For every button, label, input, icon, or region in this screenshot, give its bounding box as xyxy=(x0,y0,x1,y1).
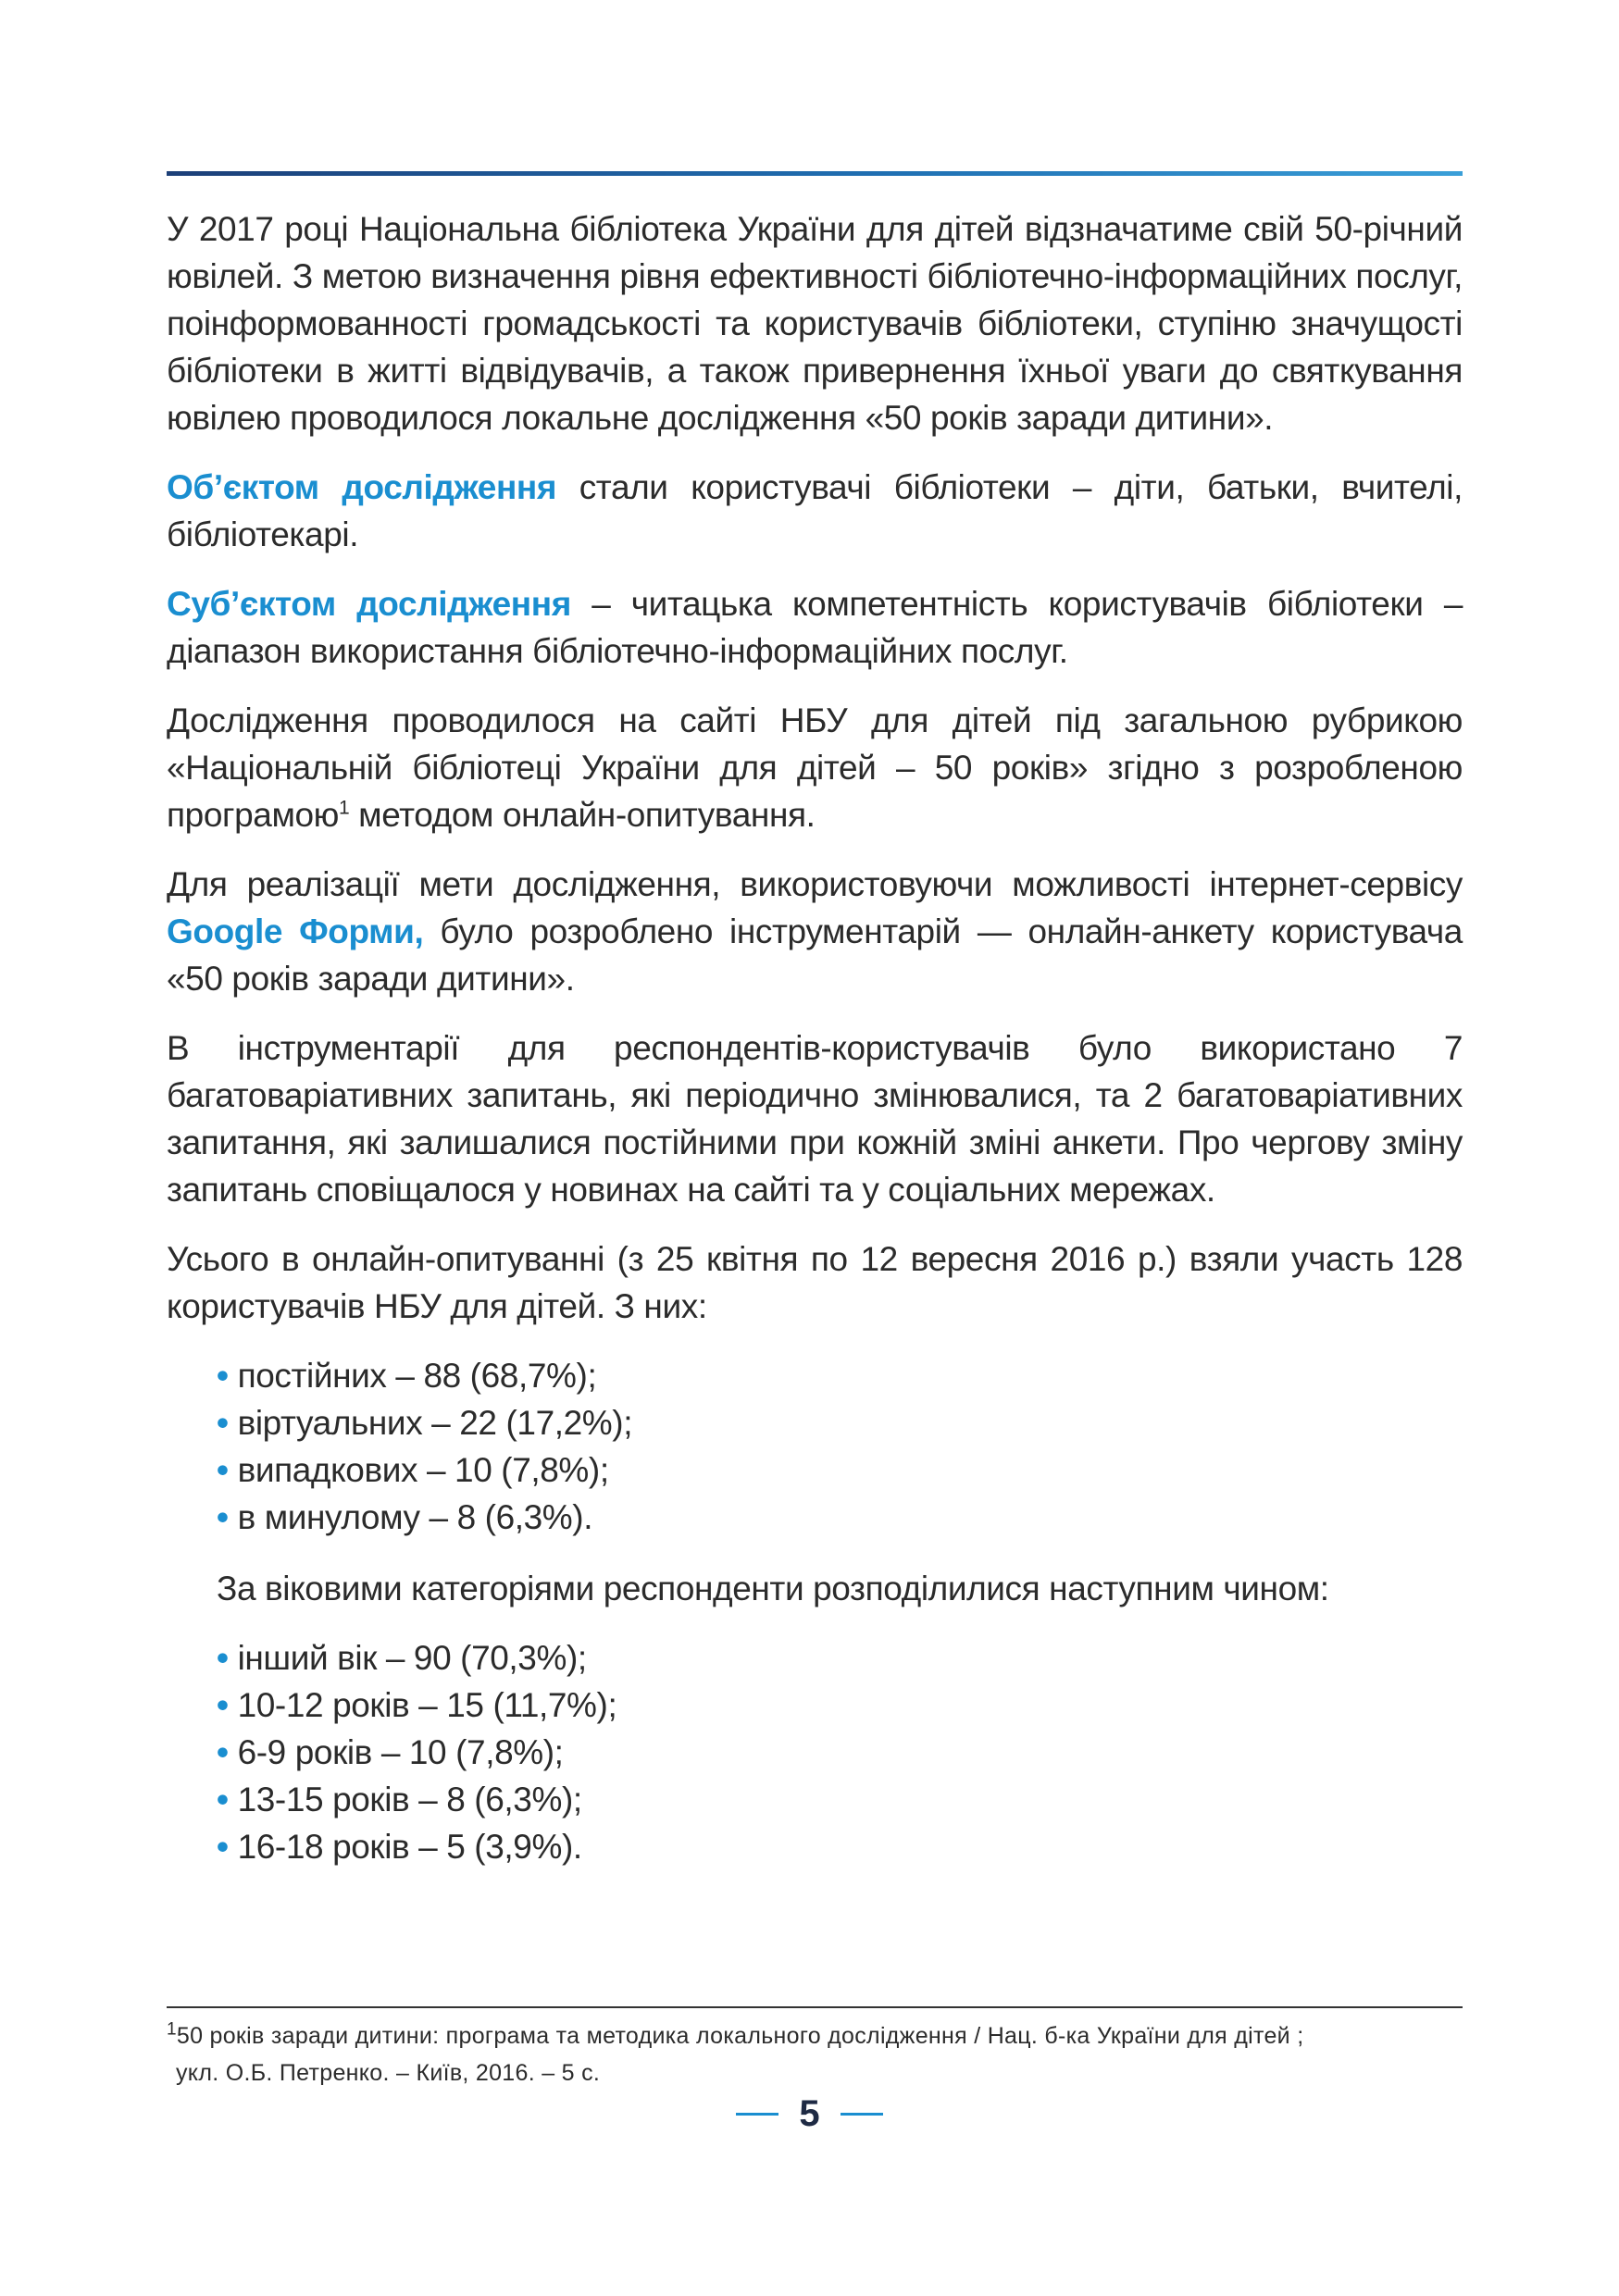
footnote xyxy=(167,2017,1463,2091)
subject-text: – читацька компетентність користувачів бібліотеки – діапазон використання бібліотечно-інформаційних послуг. xyxy=(167,585,1463,670)
bullet-icon: • xyxy=(217,1686,229,1724)
bullet-icon: • xyxy=(217,1498,229,1536)
object-text: стали користувачі бібліотеки – діти, батьки, вчителі, бібліотекарі. xyxy=(167,468,1463,553)
method-text: Дослідження проводилося на сайті НБУ для дітей під загальною рубрикою «Національній бібліотеці України для дітей – 50 років» згідно з розробленою програмою xyxy=(167,701,1463,834)
bullet-icon: • xyxy=(217,1357,229,1395)
list-item: • випадкових – 10 (7,8%); xyxy=(217,1451,609,1489)
footnote-line-2: укл. О.Б. Петренко. – Київ, 2016. – 5 с. xyxy=(176,2060,601,2086)
bullet-icon: • xyxy=(217,1781,229,1818)
list-item: • 6-9 років – 10 (7,8%); xyxy=(217,1733,564,1771)
object-term: Об’єктом дослідження xyxy=(167,468,557,506)
subject-term: Суб’єктом дослідження xyxy=(167,585,571,623)
list-item: • 10-12 років – 15 (11,7%); xyxy=(217,1686,617,1724)
tool-text-end: було розроблено інструментарій — онлайн-анкету користувача «50 років заради дитини». xyxy=(167,912,1463,998)
footnote-rule xyxy=(167,2006,1463,2008)
participants-paragraph: Усього в онлайн-опитуванні (з 25 квітня по 12 вересня 2016 р.) взяли участь 128 користувачів НБУ для дітей. З них: xyxy=(167,1240,1463,1325)
list-item: • в минулому – 8 (6,3%). xyxy=(217,1498,593,1536)
bullet-icon: • xyxy=(217,1639,229,1677)
page-body xyxy=(167,205,1463,1894)
bullet-icon: • xyxy=(217,1733,229,1771)
page-number-dash-right xyxy=(841,2113,883,2116)
footnote-line-1: $^1$50 років заради дитини: програма та методика локального дослідження / Нац. б-ка України для дітей ; xyxy=(167,2019,1304,2049)
bullet-icon: • xyxy=(217,1404,229,1442)
page-number-area xyxy=(0,2093,1619,2135)
age-categories-list xyxy=(167,1634,1463,1870)
intro-paragraph: У 2017 році Національна бібліотека України для дітей відзначатиме свій 50-річний ювілей. З метою визначення рівня ефективності бібліотечно-інформаційних послуг, поінформованності громадськості та користувачів бібліотеки, ступіню значущості бібліотеки в житті відвідувачів, а також привернення їхньої уваги до святкування ювілею проводилося локальне дослідження «50 років заради дитини». xyxy=(167,210,1463,437)
user-types-list xyxy=(167,1352,1463,1541)
object-paragraph xyxy=(167,464,1463,558)
bullet-icon: • xyxy=(217,1451,229,1489)
list-item: • 13-15 років – 8 (6,3%); xyxy=(217,1781,582,1818)
list-item: • віртуальних – 22 (17,2%); xyxy=(217,1404,633,1442)
list-item: • інший вік – 90 (70,3%); xyxy=(217,1639,587,1677)
page-number-dash-left xyxy=(736,2113,778,2116)
footnote-number: 1 xyxy=(167,2019,177,2040)
method-paragraph xyxy=(167,697,1463,838)
tool-paragraph xyxy=(167,861,1463,1002)
page-number: 5 xyxy=(799,2093,820,2134)
instrument-paragraph: В інструментарії для респондентів-користувачів було використано 7 багатоваріативних запитань, які періодично змінювалися, та 2 багатоваріативних запитання, які залишалися постійними при кожній зміні анкети. Про чергову зміну запитань сповіщалося у новинах на сайті та у соціальних мережах. xyxy=(167,1029,1463,1209)
subject-paragraph xyxy=(167,580,1463,675)
list-item: • постійних – 88 (68,7%); xyxy=(217,1357,597,1395)
list-item: • 16-18 років – 5 (3,9%). xyxy=(217,1828,582,1866)
tool-text: Для реалізації мети дослідження, використовуючи можливості інтернет-сервісу xyxy=(167,865,1463,903)
footnote-ref[interactable]: 1 xyxy=(339,797,350,819)
method-text-end: методом онлайн-опитування. xyxy=(349,796,816,834)
bullet-icon: • xyxy=(217,1828,229,1866)
header-rule xyxy=(167,171,1463,176)
google-forms-term: Google Форми, xyxy=(167,912,424,950)
age-intro-paragraph: За віковими категоріями респонденти розподілилися наступним чином: xyxy=(217,1570,1329,1607)
